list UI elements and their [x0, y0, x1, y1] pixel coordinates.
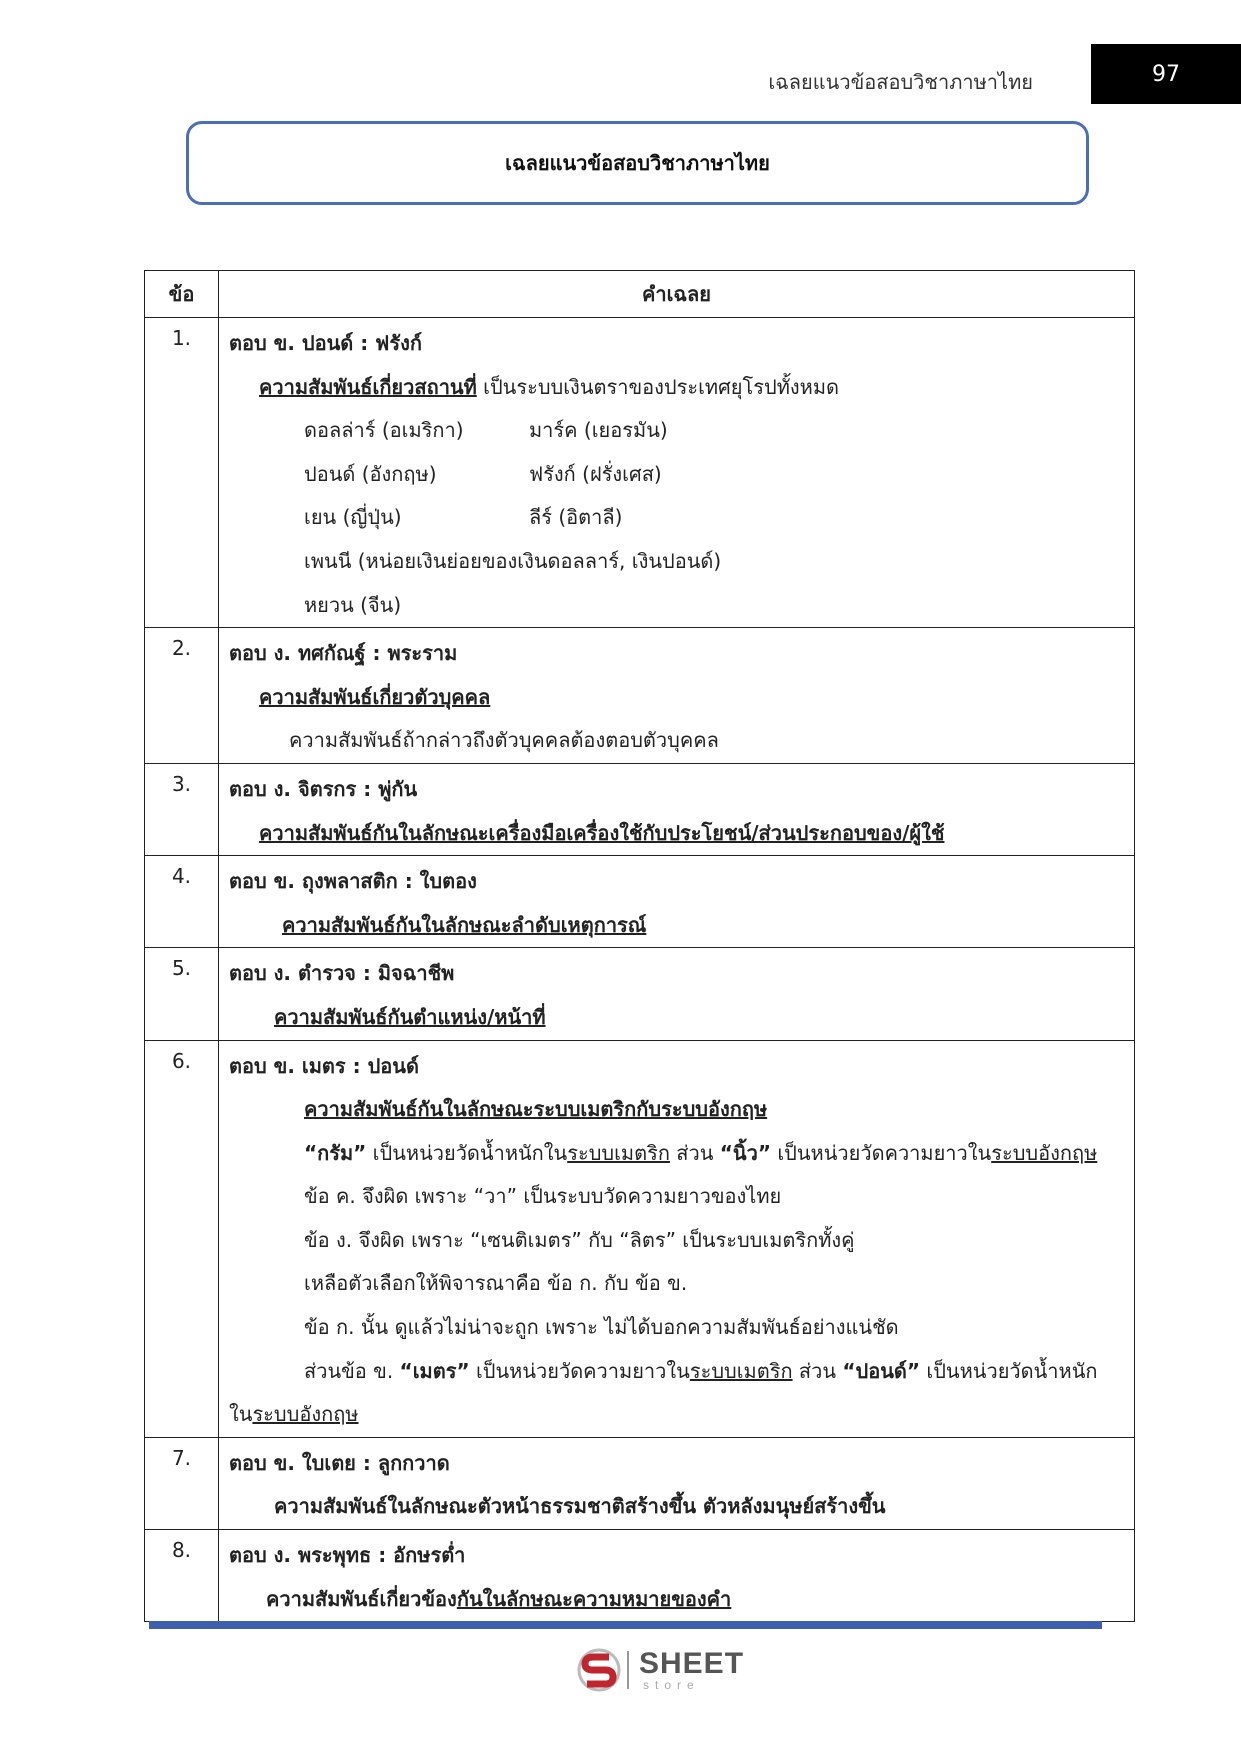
- currency-line: เพนนี (หน่อยเงินย่อยของเงินดอลลาร์, เงินปอนด์): [304, 548, 722, 573]
- answer-line: ตอบ ง. ทศกัณฐ์ : พระราม: [229, 641, 458, 666]
- sheet-logo-icon: [575, 1645, 623, 1695]
- explanation-line: [229, 1350, 1124, 1394]
- question-number: 6.: [145, 1040, 219, 1437]
- relation-label: ความสัมพันธ์กันในลักษณะระบบเมตริกกับระบบอังกฤษ: [304, 1097, 768, 1122]
- answer-line: ตอบ ง. จิตรกร : พู่กัน: [229, 776, 418, 801]
- answer-cell: [219, 948, 1135, 1040]
- text-run: ใน: [229, 1402, 253, 1427]
- term: “ปอนด์”: [842, 1358, 921, 1383]
- currency-item: ปอนด์ (อังกฤษ): [304, 461, 437, 486]
- answer-line: ตอบ ง. ตำรวจ : มิจฉาชีพ: [229, 961, 455, 986]
- column-header-answer: คำเฉลย: [219, 271, 1135, 318]
- table-row: [145, 1040, 1135, 1437]
- term-system: ระบบอังกฤษ: [252, 1402, 359, 1427]
- currency-line: หยวน (จีน): [304, 592, 402, 617]
- answer-cell: [219, 856, 1135, 948]
- table-row: [145, 763, 1135, 855]
- column-header-number: ข้อ: [145, 271, 219, 318]
- relation-label: ความสัมพันธ์กันในลักษณะลำดับเหตุการณ์: [282, 912, 647, 937]
- answer-cell: [219, 763, 1135, 855]
- currency-line: [229, 453, 1124, 497]
- currency-line: [229, 409, 1124, 453]
- table-header-row: [145, 271, 1135, 318]
- text-run: เป็นหน่วยวัดน้ำหนัก: [920, 1358, 1098, 1383]
- question-number: 1.: [145, 318, 219, 628]
- relation-label: ความสัมพันธ์กันตำแหน่ง/หน้าที่: [274, 1004, 546, 1029]
- table-row: [145, 856, 1135, 948]
- text-run: ส่วนข้อ ข.: [304, 1358, 400, 1383]
- currency-line: [229, 496, 1124, 540]
- question-number: 3.: [145, 763, 219, 855]
- explanation-line: ความสัมพันธ์ถ้ากล่าวถึงตัวบุคคลต้องตอบตัวบุคคล: [289, 728, 719, 753]
- currency-item: มาร์ค (เยอรมัน): [529, 418, 668, 443]
- relation-line: [229, 366, 1124, 410]
- currency-item: ดอลล่าร์ (อเมริกา): [304, 418, 464, 443]
- text-run: เป็นหน่วยวัดน้ำหนักใน: [366, 1140, 568, 1165]
- text-run: เป็นหน่วยวัดความยาวใน: [770, 1140, 992, 1165]
- table-row: [145, 948, 1135, 1040]
- question-number: 8.: [145, 1530, 219, 1622]
- answer-line: ตอบ ข. ปอนด์ : ฟรังก์: [229, 331, 422, 355]
- term-system: ระบบเมตริก: [567, 1140, 670, 1165]
- footer-bar: [149, 1621, 1102, 1629]
- explanation-line: เหลือตัวเลือกให้พิจารณาคือ ข้อ ก. กับ ข้อ ข.: [304, 1271, 688, 1296]
- relation-label: ความสัมพันธ์เกี่ยวสถานที่: [259, 374, 477, 399]
- term-system: ระบบอังกฤษ: [991, 1140, 1098, 1165]
- currency-item: ลีร์ (อิตาลี): [529, 505, 623, 530]
- explanation-line: ข้อ ค. จึงผิด เพราะ “วา” เป็นระบบวัดความยาวของไทย: [304, 1184, 782, 1209]
- table-row: [145, 1530, 1135, 1622]
- logo-subtitle: store: [643, 1678, 700, 1692]
- running-title: เฉลยแนวข้อสอบวิชาภาษาไทย: [768, 70, 1033, 94]
- answer-line: ตอบ ง. พระพุทธ : อักษรต่ำ: [229, 1543, 466, 1568]
- term: “เมตร”: [399, 1358, 470, 1383]
- answer-cell: [219, 1530, 1135, 1622]
- answer-cell: [219, 1437, 1135, 1529]
- relation-detail: เป็นระบบเงินตราของประเทศยุโรปทั้งหมด: [476, 374, 839, 399]
- page-number: 97: [1091, 44, 1241, 104]
- answer-line: ตอบ ข. ถุงพลาสติก : ใบตอง: [229, 869, 477, 894]
- answer-line: ตอบ ข. ใบเตย : ลูกกวาด: [229, 1450, 450, 1475]
- answer-line: ตอบ ข. เมตร : ปอนด์: [229, 1053, 419, 1078]
- question-number: 7.: [145, 1437, 219, 1529]
- term-system: ระบบเมตริก: [689, 1358, 793, 1383]
- logo-name: SHEET: [639, 1647, 745, 1680]
- text-run: กันในลักษณะความหมายของคำ: [456, 1586, 732, 1611]
- term: “กรัม”: [304, 1140, 367, 1165]
- answer-table: [144, 270, 1135, 1622]
- page-title: เฉลยแนวข้อสอบวิชาภาษาไทย: [186, 121, 1089, 205]
- explanation-line: ข้อ ง. จึงผิด เพราะ “เซนติเมตร” กับ “ลิตร” เป็นระบบเมตริกทั้งคู่: [304, 1227, 855, 1252]
- term: “นิ้ว”: [719, 1140, 771, 1165]
- text-run: ความสัมพันธ์เกี่ยวข้อง: [266, 1586, 457, 1611]
- text-run: ส่วน: [792, 1358, 843, 1383]
- logo: [575, 1645, 744, 1695]
- answer-cell: [219, 628, 1135, 764]
- answer-cell: [219, 318, 1135, 628]
- table-row: [145, 628, 1135, 764]
- table-row: [145, 318, 1135, 628]
- question-number: 2.: [145, 628, 219, 764]
- explanation-line: [229, 1393, 1124, 1437]
- question-number: 4.: [145, 856, 219, 948]
- currency-item: เยน (ญี่ปุ่น): [304, 505, 402, 530]
- currency-item: ฟรังก์ (ฝรั่งเศส): [529, 461, 662, 486]
- question-number: 5.: [145, 948, 219, 1040]
- text-run: เป็นหน่วยวัดความยาวใน: [469, 1358, 690, 1383]
- relation-label: ความสัมพันธ์เกี่ยวตัวบุคคล: [259, 684, 491, 709]
- relation-label: ความสัมพันธ์กันในลักษณะเครื่องมือเครื่องใช้กับประโยชน์/ส่วนประกอบของ/ผู้ใช้: [259, 820, 945, 845]
- explanation-line: [229, 1132, 1124, 1176]
- answer-cell: [219, 1040, 1135, 1437]
- explanation-line: ข้อ ก. นั้น ดูแล้วไม่น่าจะถูก เพราะ ไม่ได้บอกความสัมพันธ์อย่างแน่ชัด: [304, 1315, 899, 1340]
- text-run: ส่วน: [669, 1140, 720, 1165]
- table-row: [145, 1437, 1135, 1529]
- relation-label: [229, 1578, 1124, 1622]
- relation-label: ความสัมพันธ์ในลักษณะตัวหน้าธรรมชาติสร้างขึ้น ตัวหลังมนุษย์สร้างขึ้น: [274, 1494, 886, 1519]
